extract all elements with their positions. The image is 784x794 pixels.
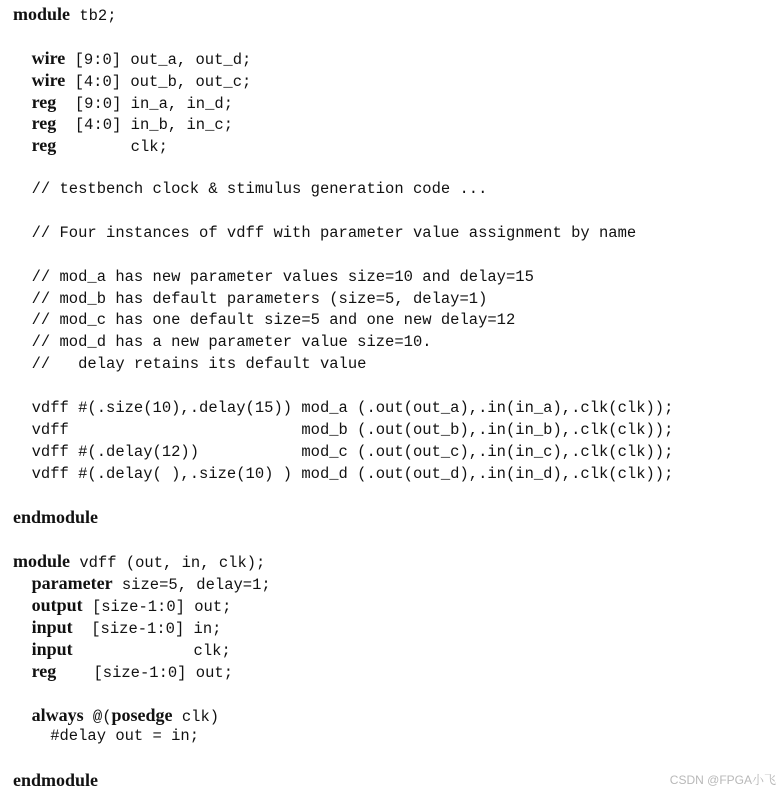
code-line (13, 267, 673, 289)
code-text: vdff mod_b (.out(out_b),.in(in_b),.clk(clk)); (13, 420, 674, 439)
code-text: [size-1:0] out; (82, 598, 232, 617)
code-keyword: wire (31, 47, 66, 68)
code-text: vdff #(.size(10),.delay(15)) mod_a (.out(out_a),.in(in_a),.clk(clk)); (13, 399, 674, 418)
verilog-code-block (13, 4, 673, 792)
code-text: vdff (out, in, clk); (70, 554, 266, 573)
code-text (13, 708, 32, 726)
code-text: tb2; (70, 7, 117, 25)
code-line (13, 179, 673, 201)
code-line (13, 639, 673, 661)
code-keyword: endmodule (13, 770, 99, 791)
code-text: // delay retains its default value (13, 355, 367, 374)
code-line (13, 529, 673, 551)
code-line (13, 573, 673, 595)
code-line (13, 310, 673, 332)
code-line (13, 420, 673, 442)
code-keyword: output (31, 595, 83, 616)
code-text: [4:0] out_b, out_c; (65, 72, 252, 91)
code-line (13, 661, 673, 683)
code-text: [size-1:0] out; (56, 663, 233, 682)
code-line (13, 442, 673, 464)
code-text (13, 95, 32, 113)
code-line (13, 770, 673, 792)
code-text (13, 73, 32, 91)
code-text (13, 116, 32, 134)
code-text: // Four instances of vdff with parameter value assignment by name (13, 223, 637, 242)
code-text: [size-1:0] in; (72, 619, 222, 638)
code-line (13, 595, 673, 617)
code-text: size=5, delay=1; (112, 576, 271, 595)
code-line (13, 4, 673, 26)
code-keyword: endmodule (13, 507, 99, 528)
code-text: vdff #(.delay(12)) mod_c (.out(out_c),.in(in_c),.clk(clk)); (13, 442, 674, 461)
code-line (13, 398, 673, 420)
code-line (13, 113, 673, 135)
watermark: CSDN @FPGA小飞 (669, 773, 776, 787)
code-text (13, 51, 32, 69)
code-keyword: reg (31, 113, 57, 134)
code-line (13, 289, 673, 311)
code-line (13, 157, 673, 179)
code-line (13, 748, 673, 770)
code-keyword: input (31, 616, 73, 637)
code-text: clk; (72, 641, 231, 660)
code-line (13, 223, 673, 245)
code-line (13, 617, 673, 639)
code-text (13, 576, 32, 594)
code-text: // mod_c has one default size=5 and one new delay=12 (13, 311, 516, 330)
code-line (13, 705, 673, 727)
code-line (13, 683, 673, 705)
code-keyword: reg (31, 91, 57, 112)
code-line (13, 135, 673, 157)
code-text: clk) (172, 707, 220, 726)
code-text: [9:0] out_a, out_d; (65, 50, 252, 69)
code-keyword: reg (31, 135, 57, 156)
code-text (13, 642, 32, 660)
code-line (13, 26, 673, 48)
code-line (13, 726, 673, 748)
code-text: // mod_a has new parameter values size=10 and delay=15 (13, 267, 534, 286)
code-line (13, 70, 673, 92)
code-keyword: module (13, 551, 71, 572)
code-keyword: posedge (111, 704, 173, 725)
code-text: @( (83, 707, 112, 726)
code-text (13, 620, 32, 638)
code-keyword: always (31, 704, 84, 725)
code-line (13, 486, 673, 508)
code-keyword: input (31, 638, 73, 659)
code-text (13, 138, 32, 156)
code-line (13, 376, 673, 398)
code-line (13, 201, 673, 223)
code-line (13, 551, 673, 573)
code-line (13, 92, 673, 114)
code-text: clk; (56, 138, 168, 157)
code-text: [4:0] in_b, in_c; (56, 116, 233, 135)
code-text: // mod_b has default parameters (size=5, delay=1) (13, 289, 488, 308)
code-line (13, 48, 673, 70)
code-text: // mod_d has a new parameter value size=10. (13, 333, 432, 352)
code-line (13, 507, 673, 529)
code-text: #delay out = in; (13, 727, 200, 746)
code-text (13, 664, 32, 682)
code-keyword: wire (31, 69, 66, 90)
code-text: // testbench clock & stimulus generation code ... (13, 180, 488, 199)
code-line (13, 245, 673, 267)
code-keyword: reg (31, 660, 57, 681)
code-line (13, 464, 673, 486)
code-line (13, 354, 673, 376)
code-text: [9:0] in_a, in_d; (56, 94, 233, 113)
code-line (13, 332, 673, 354)
code-keyword: parameter (31, 573, 113, 594)
code-text (13, 598, 32, 616)
code-keyword: module (13, 4, 71, 24)
code-text: vdff #(.delay( ),.size(10) ) mod_d (.out(out_d),.in(in_d),.clk(clk)); (13, 464, 674, 483)
